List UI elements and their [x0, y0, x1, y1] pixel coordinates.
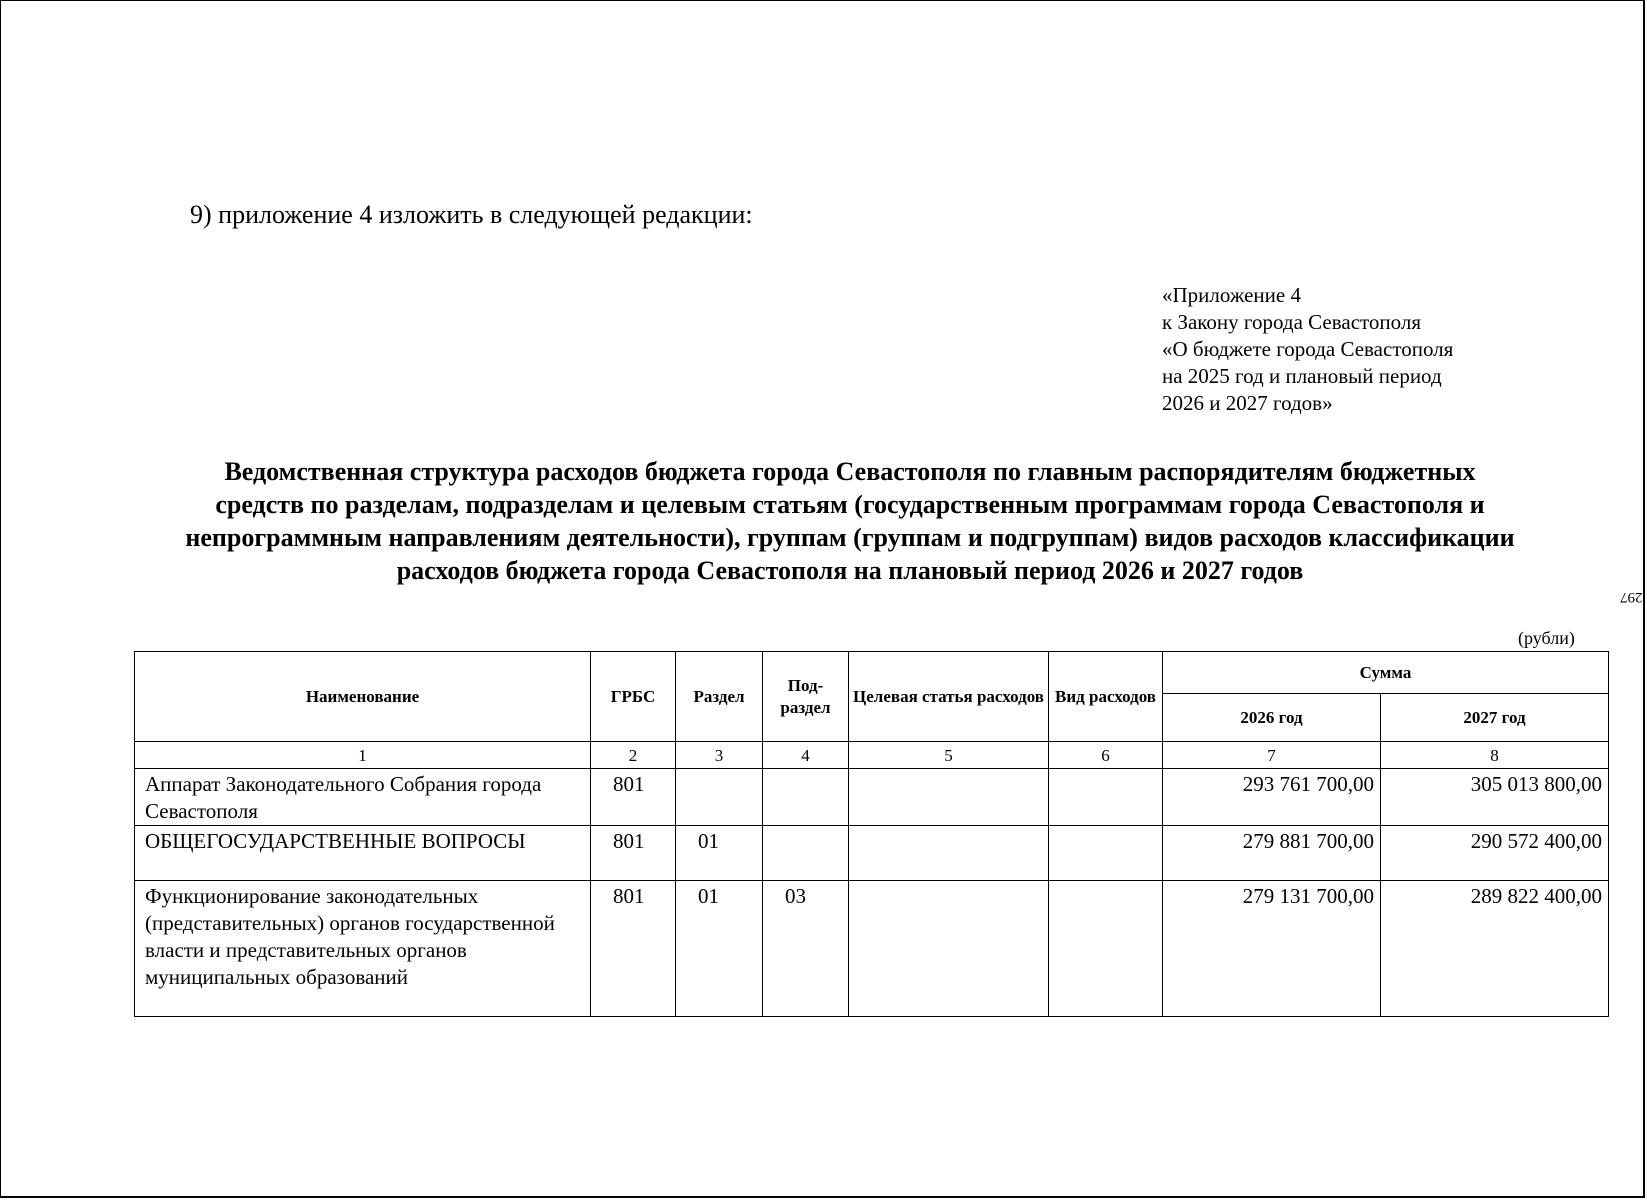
- row-sum-2027: 289 822 400,00: [1381, 881, 1609, 1017]
- row-podrazdel: [763, 826, 849, 881]
- appendix-note-line: «О бюджете города Севастополя: [1162, 337, 1454, 361]
- appendix-note-line: к Закону города Севастополя: [1162, 310, 1422, 334]
- row-celevaya: [849, 881, 1049, 1017]
- title-line: Ведомственная структура расходов бюджета города Севастополя по главным распорядителям бюджетных: [224, 457, 1476, 486]
- document-title: [120, 455, 1580, 587]
- row-name: ОБЩЕГОСУДАРСТВЕННЫЕ ВОПРОСЫ: [135, 826, 591, 881]
- row-podrazdel: 03: [763, 881, 849, 1017]
- row-celevaya: [849, 826, 1049, 881]
- table-row: [135, 826, 1609, 881]
- row-sum-2026: 293 761 700,00: [1163, 769, 1381, 826]
- budget-table: [134, 651, 1609, 1017]
- header-2027: 2027 год: [1381, 694, 1609, 742]
- row-sum-2026: 279 881 700,00: [1163, 826, 1381, 881]
- row-vid: [1049, 769, 1163, 826]
- title-line: расходов бюджета города Севастополя на плановый период 2026 и 2027 годов: [396, 556, 1304, 585]
- table-row: [135, 881, 1609, 1017]
- table-row: [135, 769, 1609, 826]
- header-podrazdel: Под-раздел: [763, 652, 849, 742]
- row-vid: [1049, 881, 1163, 1017]
- column-number-row: [135, 742, 1609, 769]
- row-sum-2027: 290 572 400,00: [1381, 826, 1609, 881]
- row-razdel: 01: [676, 826, 763, 881]
- row-grbs: 801: [591, 769, 676, 826]
- column-number: 1: [135, 742, 591, 769]
- header-celevaya: Целевая статья расходов: [849, 652, 1049, 742]
- row-grbs: 801: [591, 826, 676, 881]
- header-2026: 2026 год: [1163, 694, 1381, 742]
- header-summa: Сумма: [1163, 652, 1609, 694]
- margin-page-number: 297: [1620, 589, 1643, 605]
- header-name: Наименование: [135, 652, 591, 742]
- appendix-note-line: «Приложение 4: [1162, 283, 1301, 307]
- row-name: Функционирование законодательных (представительных) органов государственной власти и представительных органов муниципальных образований: [135, 881, 591, 1017]
- appendix-note-line: на 2025 год и плановый период: [1162, 364, 1442, 388]
- appendix-note: [1162, 282, 1453, 417]
- header-razdel: Раздел: [676, 652, 763, 742]
- column-number: 6: [1049, 742, 1163, 769]
- row-grbs: 801: [591, 881, 676, 1017]
- row-name: Аппарат Законодательного Собрания города Севастополя: [135, 769, 591, 826]
- row-celevaya: [849, 769, 1049, 826]
- row-sum-2026: 279 131 700,00: [1163, 881, 1381, 1017]
- column-number: 8: [1381, 742, 1609, 769]
- column-number: 4: [763, 742, 849, 769]
- column-number: 5: [849, 742, 1049, 769]
- header-vid: Вид расходов: [1049, 652, 1163, 742]
- title-line: средств по разделам, подразделам и целевым статьям (государственным программам города Севастополя и: [215, 490, 1485, 519]
- row-sum-2027: 305 013 800,00: [1381, 769, 1609, 826]
- item-line: 9) приложение 4 изложить в следующей редакции:: [190, 200, 753, 229]
- column-number: 7: [1163, 742, 1381, 769]
- appendix-note-line: 2026 и 2027 годов»: [1162, 391, 1333, 415]
- column-number: 2: [591, 742, 676, 769]
- row-vid: [1049, 826, 1163, 881]
- title-line: непрограммным направлениям деятельности), группам (группам и подгруппам) видов расходов классификации: [185, 523, 1515, 552]
- header-grbs: ГРБС: [591, 652, 676, 742]
- row-podrazdel: [763, 769, 849, 826]
- units-label: (рубли): [1518, 628, 1575, 648]
- column-number: 3: [676, 742, 763, 769]
- row-razdel: [676, 769, 763, 826]
- row-razdel: 01: [676, 881, 763, 1017]
